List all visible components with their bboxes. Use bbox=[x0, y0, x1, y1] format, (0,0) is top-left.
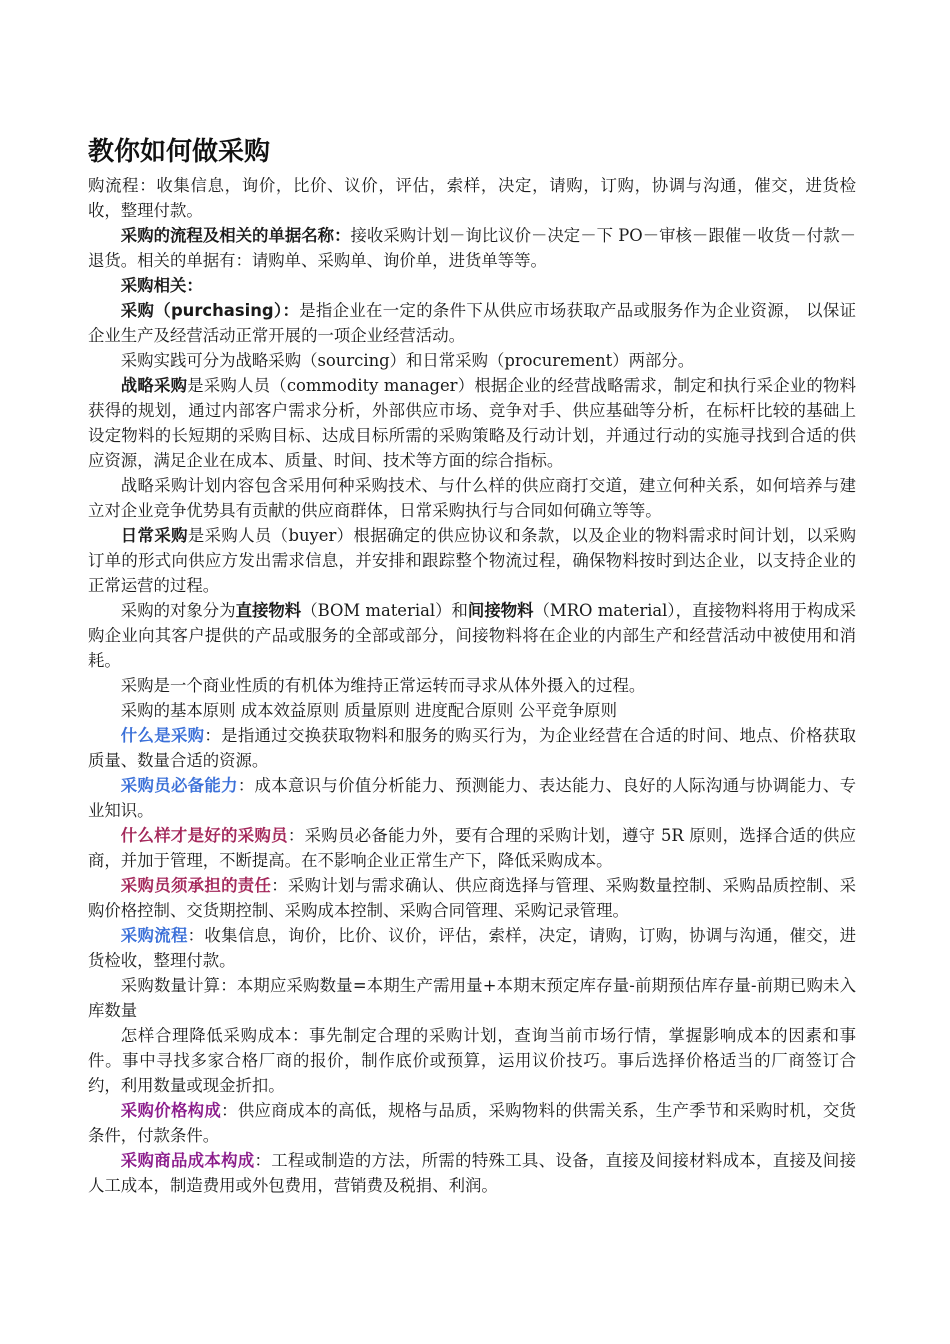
paragraph-quantity-calculation: 采购数量计算：本期应采购数量=本期生产需用量+本期末预定库存量-前期预估库存量-前期已购未入库数量 bbox=[88, 976, 856, 1020]
label-buyer-responsibilities: 采购员须承担的责任 bbox=[120, 876, 272, 895]
label-good-buyer: 什么样才是好的采购员 bbox=[120, 826, 288, 845]
label-buyer-abilities: 采购员必备能力 bbox=[120, 776, 238, 795]
label-cost-composition: 采购商品成本构成 bbox=[120, 1151, 255, 1170]
text-buyer-abilities: ：成本意识与价值分析能力、预测能力、表达能力、良好的人际沟通与协调能力、专业知识。 bbox=[88, 776, 856, 820]
text-procurement-flow: ：收集信息，询价，比价、议价，评估，索样，决定，请购，订购，协调与沟通，催交，进货检收，整理付款。 bbox=[88, 926, 857, 970]
label-what-is-procurement: 什么是采购 bbox=[120, 726, 205, 745]
label-procurement-related: 采购相关： bbox=[120, 276, 203, 295]
label-process-documents: 采购的流程及相关的单据名称： bbox=[120, 226, 351, 245]
text-strategic-procurement: 是采购人员（commodity manager）根据企业的经营战略需求，制定和执行采企业的物料获得的规划，通过内部客户需求分析，外部供应市场、竞争对手、供应基础等分析，在标杆比较的基础上设定物料的长短期的采购目标、达成目标所需的采购策略及行动计划，并通过行动的实施寻找到合适的供应资源，满足企业在成本、质量、时间、技术等方面的综合指标。 bbox=[88, 376, 856, 470]
paragraph-price-composition bbox=[88, 1098, 856, 1148]
paragraph-buyer-responsibilities bbox=[88, 873, 856, 923]
paragraph-procurement-flow bbox=[88, 923, 856, 973]
paragraph-strategic-procurement bbox=[88, 373, 856, 473]
text-cost-composition: ：工程或制造的方法，所需的特殊工具、设备，直接及间接材料成本，直接及间接人工成本，制造费用或外包费用，营销费及税捐、利润。 bbox=[88, 1151, 856, 1195]
label-procurement-flow: 采购流程 bbox=[120, 926, 188, 945]
label-price-composition: 采购价格构成 bbox=[120, 1101, 222, 1120]
document-title: 教你如何做采购 bbox=[88, 137, 271, 167]
label-direct-material: 直接物料 bbox=[235, 601, 302, 620]
paragraph-procurement-parts: 采购实践可分为战略采购（sourcing）和日常采购（procurement）两部分。 bbox=[120, 351, 695, 370]
text-price-composition: ：供应商成本的高低，规格与品质，采购物料的供需关系，生产季节和采购时机，交货条件，付款条件。 bbox=[88, 1101, 857, 1145]
paragraph-cost-composition bbox=[88, 1148, 856, 1198]
paragraph-material-types bbox=[88, 598, 856, 673]
paragraph-what-is-procurement bbox=[88, 723, 856, 773]
text-good-buyer: ：采购员必备能力外，要有合理的采购计划，遵守 5R 原则，选择合适的供应商，并加于管理，不断提高。在不影响企业正常生产下，降低采购成本。 bbox=[88, 826, 857, 870]
paragraph-reduce-cost: 怎样合理降低采购成本：事先制定合理的采购计划，查询当前市场行情，掌握影响成本的因素和事件。事中寻找多家合格厂商的报价，制作底价或预算，运用议价技巧。事后选择价格适当的厂商签订合约，利用数量或现金折扣。 bbox=[88, 1026, 856, 1095]
paragraph-basic-principles: 采购的基本原则 成本效益原则 质量原则 进度配合原则 公平竞争原则 bbox=[120, 701, 617, 720]
text-buyer-responsibilities: ：采购计划与需求确认、供应商选择与管理、采购数量控制、采购品质控制、采购价格控制、交货期控制、采购成本控制、采购合同管理、采购记录管理。 bbox=[88, 876, 857, 920]
text-material-types-1: 采购的对象分为 bbox=[120, 601, 236, 620]
paragraph-purchasing-definition bbox=[88, 298, 856, 348]
paragraph-daily-procurement bbox=[88, 523, 856, 598]
label-indirect-material: 间接物料 bbox=[467, 601, 534, 620]
paragraph-buyer-abilities bbox=[88, 773, 856, 823]
paragraph-procurement-organism: 采购是一个商业性质的有机体为维持正常运转而寻求从体外摄入的过程。 bbox=[120, 676, 646, 695]
label-purchasing: 采购（purchasing）： bbox=[120, 301, 300, 320]
paragraph-process-and-documents bbox=[88, 223, 856, 273]
document-page bbox=[88, 130, 856, 1198]
paragraph-strategic-plan: 战略采购计划内容包含采用何种采购技术、与什么样的供应商打交道，建立何种关系，如何培养与建立对企业竞争优势具有贡献的供应商群体，日常采购执行与合同如何确立等等。 bbox=[88, 476, 856, 520]
paragraph-good-buyer bbox=[88, 823, 856, 873]
text-what-is-procurement: ：是指通过交换获取物料和服务的购买行为，为企业经营在合适的时间、地点、价格获取质量、数量合适的资源。 bbox=[88, 726, 857, 770]
text-process-documents: 接收采购计划－询比议价－决定－下 PO－审核－跟催－收货－付款－退货。相关的单据有：请购单、采购单、询价单，进货单等等。 bbox=[88, 226, 856, 270]
text-purchasing: 是指企业在一定的条件下从供应市场获取产品或服务作为企业资源， 以保证企业生产及经营活动正常开展的一项企业经营活动。 bbox=[88, 301, 856, 345]
label-daily-procurement: 日常采购 bbox=[120, 526, 188, 545]
text-daily-procurement: 是采购人员（buyer）根据确定的供应协议和条款，以及企业的物料需求时间计划，以采购订单的形式向供应方发出需求信息，并安排和跟踪整个物流过程，确保物料按时到达企业，以支持企业的正常运营的过程。 bbox=[88, 526, 857, 595]
text-material-types-3: （MRO material），直接物料将用于构成采购企业向其客户提供的产品或服务的全部或部分，间接物料将在企业的内部生产和经营活动中被使用和消耗。 bbox=[88, 601, 857, 670]
text-material-types-2: （BOM material）和 bbox=[301, 601, 468, 620]
label-strategic-procurement: 战略采购 bbox=[120, 376, 188, 395]
paragraph-procurement-process-intro: 购流程：收集信息，询价，比价、议价，评估，索样，决定，请购，订购，协调与沟通，催交，进货检收，整理付款。 bbox=[88, 176, 856, 220]
heading-procurement-related bbox=[88, 273, 856, 298]
